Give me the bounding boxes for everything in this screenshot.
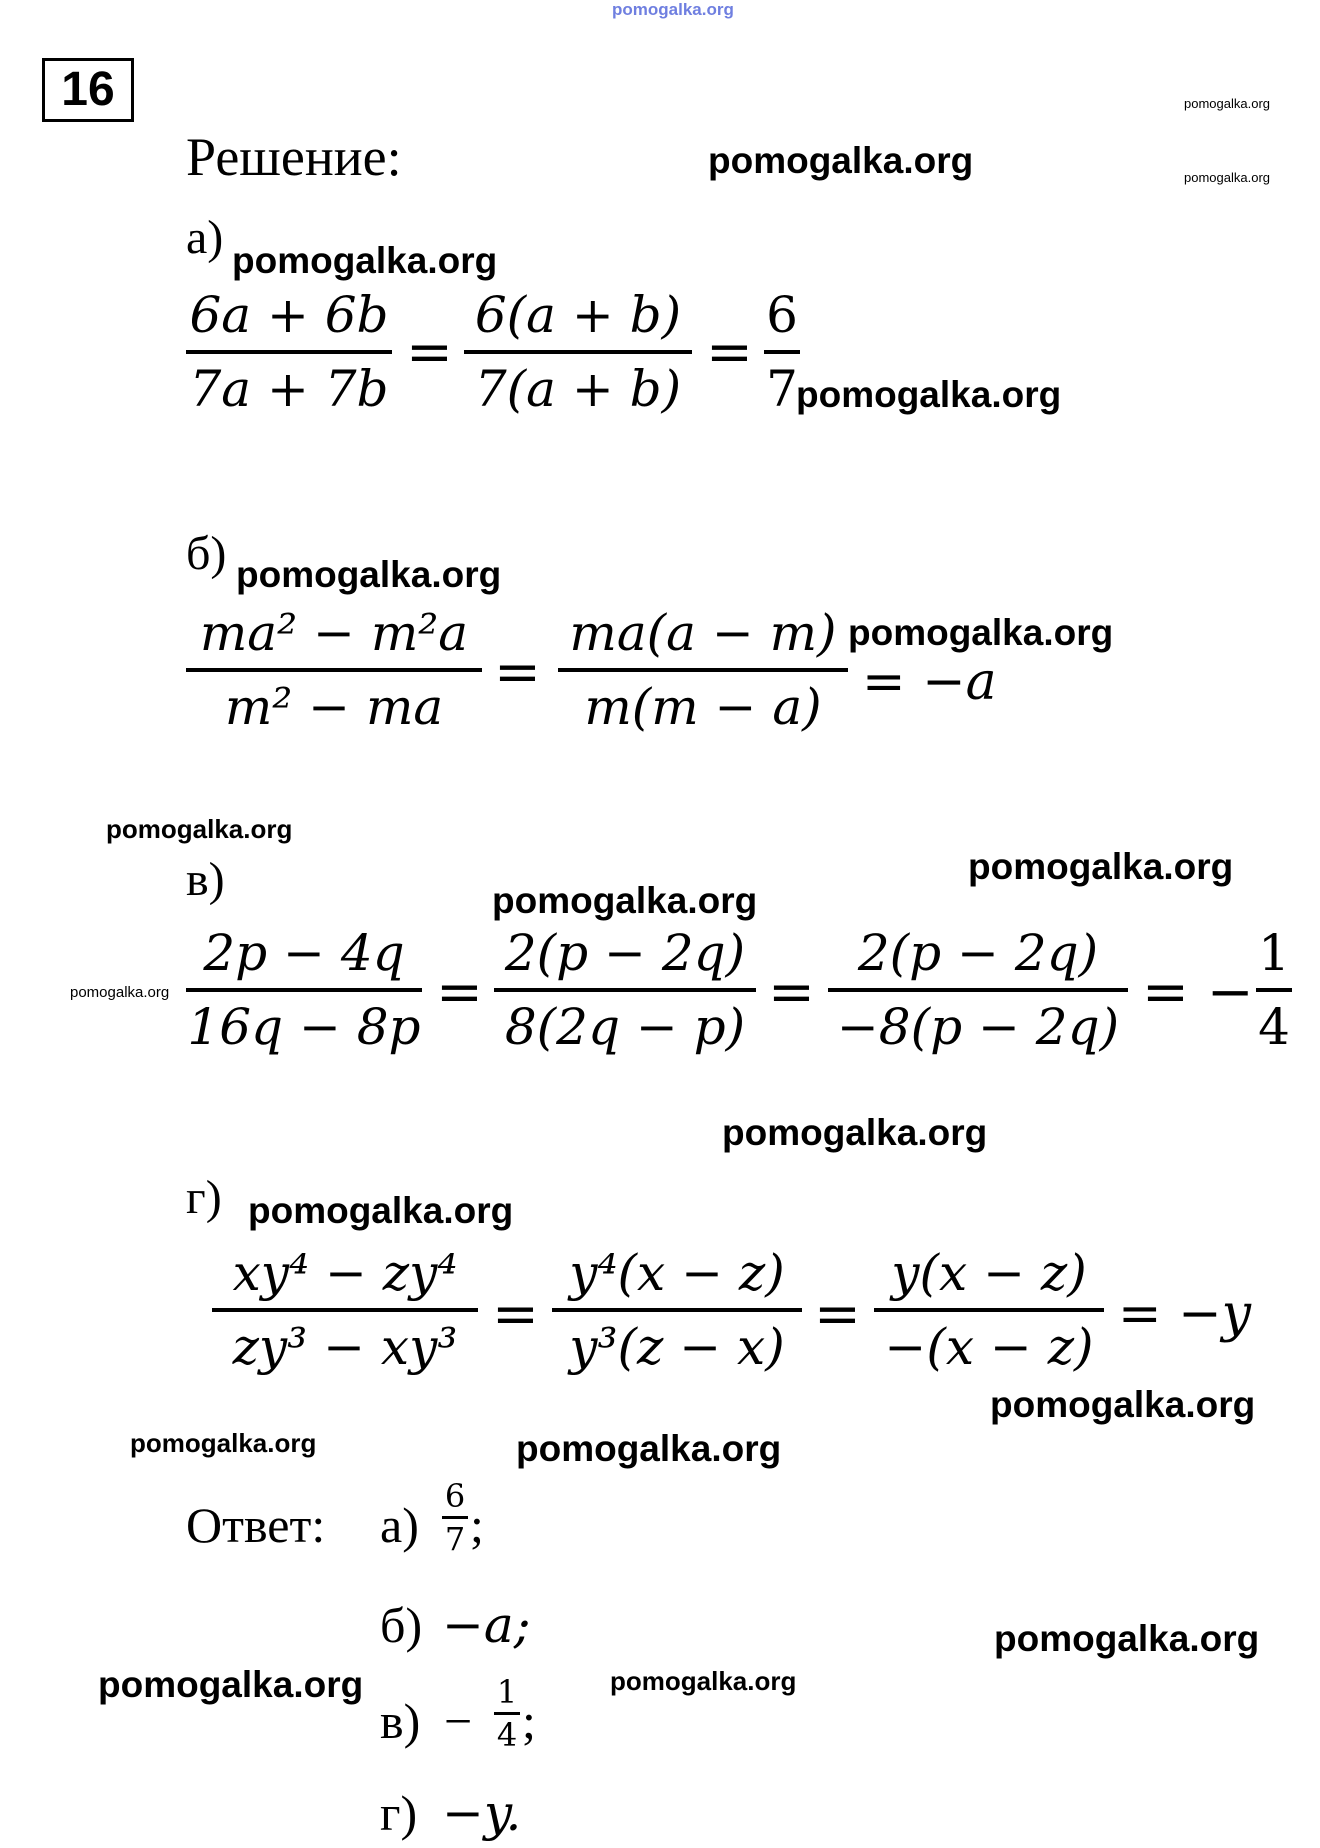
answer-v-fraction [494,1674,520,1753]
watermark: pomogalka.org [98,1664,364,1705]
problem-number: 16 [42,58,134,122]
part-b-label: б) [186,527,227,580]
fraction-bar [1256,988,1292,992]
numerator: 2(p − 2q) [857,924,1099,982]
denominator: −(x − z) [884,1318,1094,1376]
solution-heading: Решение: [186,127,402,187]
part-v-fraction-3 [828,922,1128,1058]
equals-sign: = [436,960,483,1025]
watermark: pomogalka.org [722,1112,988,1153]
watermark: pomogalka.org [990,1384,1256,1425]
denominator: y³(z − x) [569,1318,785,1376]
denominator: m(m − a) [584,678,822,736]
answer-a-end: ; [470,1497,484,1553]
denominator: 7(a + b) [474,360,682,418]
watermark: pomogalka.org [994,1618,1260,1659]
part-v-fraction-4 [1256,922,1292,1058]
numerator: 6(a + b) [474,286,682,344]
part-a-fraction-2 [464,284,692,420]
watermark: pomogalka.org [232,240,498,281]
answer-v-label: в) [380,1693,421,1749]
denominator: 7 [766,360,798,418]
numerator: y(x − z) [891,1244,1087,1302]
watermark-small: pomogalka.org [1184,170,1270,185]
watermark: pomogalka.org [796,374,1062,415]
watermark: pomogalka.org [708,140,974,181]
part-b-result: = −a [862,652,997,712]
denominator: m² − ma [224,678,444,736]
part-a-fraction-1 [186,284,392,420]
fraction-bar [442,1516,468,1519]
watermark-top: pomogalka.org [612,0,734,19]
numerator: 6 [444,1477,466,1515]
numerator: 2p − 4q [203,924,405,982]
answer-a-fraction [442,1478,468,1557]
part-g-label: г) [186,1171,222,1224]
fraction-bar [186,668,482,672]
equals-sign: = [768,960,815,1025]
part-v-label: в) [186,853,225,906]
equals-sign: = [494,640,541,705]
numerator: 1 [1258,924,1290,982]
fraction-bar [494,1712,520,1715]
part-a-fraction-3 [764,284,800,420]
numerator: 6a + 6b [189,286,389,344]
watermark: pomogalka.org [848,612,1114,653]
answer-g-value: −y. [442,1784,522,1842]
watermark: pomogalka.org [516,1428,782,1469]
part-a-label: а) [186,211,224,264]
part-g-fraction-2 [552,1242,802,1378]
watermark-small: pomogalka.org [1184,96,1270,111]
numerator: xy⁴ − zy⁴ [232,1244,458,1302]
part-g-result: = −y [1118,1284,1252,1344]
watermark: pomogalka.org [968,846,1234,887]
fraction-bar [494,988,756,992]
part-b-fraction-1 [186,602,482,738]
denominator: 16q − 8p [187,998,421,1056]
fraction-bar [464,350,692,354]
watermark: pomogalka.org [492,880,758,921]
answer-b-label: б) [380,1597,423,1653]
part-g-fraction-3 [874,1242,1104,1378]
denominator: 4 [1258,998,1290,1056]
equals-sign: = [706,320,753,385]
numerator: ma(a − m) [569,604,837,662]
numerator: 1 [496,1673,518,1711]
equals-sign: = [406,320,453,385]
answer-b-value: −a; [442,1596,531,1654]
denominator: 7a + 7b [189,360,389,418]
fraction-bar [186,350,392,354]
equals-sign: = [814,1282,861,1347]
numerator: 2(p − 2q) [504,924,746,982]
fraction-bar [874,1308,1104,1312]
watermark-small: pomogalka.org [70,984,170,1001]
watermark: pomogalka.org [106,814,293,844]
fraction-bar [828,988,1128,992]
numerator: y⁴(x − z) [569,1244,785,1302]
watermark: pomogalka.org [130,1428,317,1458]
part-v-fraction-2 [494,922,756,1058]
answer-a-label: а) [380,1497,419,1553]
equals-sign: = [492,1282,539,1347]
answer-v-sign: − [444,1693,473,1749]
denominator: 4 [496,1716,518,1754]
watermark: pomogalka.org [236,554,502,595]
denominator: −8(p − 2q) [836,998,1120,1056]
answer-heading: Ответ: [186,1497,326,1553]
answer-v-end: ; [522,1693,536,1749]
fraction-bar [558,668,848,672]
numerator: ma² − m²a [199,604,469,662]
watermark: pomogalka.org [610,1666,797,1696]
denominator: zy³ − xy³ [232,1318,458,1376]
fraction-bar [212,1308,478,1312]
fraction-bar [764,350,800,354]
denominator: 8(2q − p) [504,998,746,1056]
answer-g-label: г) [380,1785,418,1841]
numerator: 6 [766,286,798,344]
fraction-bar [552,1308,802,1312]
watermark: pomogalka.org [248,1190,514,1231]
part-v-fraction-1 [186,922,422,1058]
denominator: 7 [444,1520,466,1558]
part-g-fraction-1 [212,1242,478,1378]
fraction-bar [186,988,422,992]
equals-minus-sign: = − [1142,960,1254,1025]
part-b-fraction-2 [558,602,848,738]
